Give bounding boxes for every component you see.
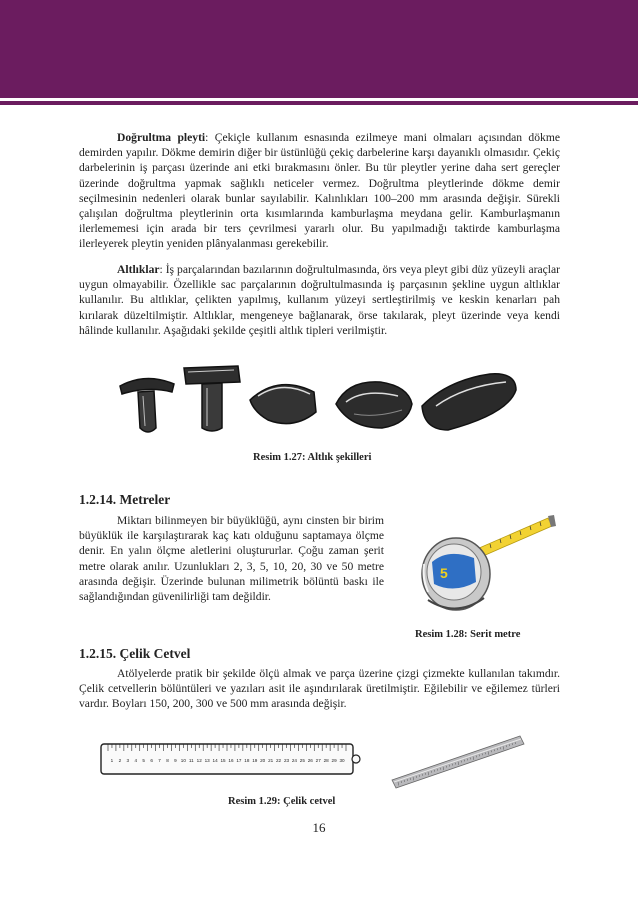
- term-altliklar: Altlıklar: [117, 263, 160, 276]
- anvil-shape-t-head: [184, 366, 240, 431]
- steel-ruler-photo: [388, 732, 528, 792]
- ruler-number: 27: [315, 758, 321, 763]
- anvil-shape-mushroom: [120, 378, 174, 432]
- anvil-shape-wedge: [422, 374, 516, 430]
- ruler-number: 12: [196, 758, 202, 763]
- ruler-number: 18: [244, 758, 250, 763]
- anvil-shapes-figure: [118, 356, 523, 444]
- ruler-number: 3: [126, 758, 130, 763]
- ruler-number: 7: [158, 758, 161, 763]
- ruler-number: 22: [276, 758, 282, 763]
- ruler-number: 6: [150, 758, 153, 763]
- tape-measure-figure: [418, 508, 556, 620]
- ruler-number: 16: [228, 758, 234, 763]
- anvil-shape-rounded-block: [336, 382, 412, 428]
- ruler-number: 9: [174, 758, 177, 763]
- ruler-number: 17: [236, 758, 242, 763]
- ruler-number: 5: [142, 758, 145, 763]
- section-heading-celik-cetvel: 1.2.15. Çelik Cetvel: [79, 646, 191, 661]
- ruler-number: 21: [268, 758, 274, 763]
- ruler-number: 24: [291, 758, 297, 763]
- ruler-number: 10: [180, 758, 186, 763]
- header-band: [0, 0, 638, 98]
- paragraph-celik-cetvel: [79, 666, 560, 712]
- ruler-number: 8: [166, 758, 169, 763]
- ruler-number: 2: [118, 758, 122, 763]
- figure-caption-1-28: Resim 1.28: Serit metre: [415, 629, 521, 640]
- ruler-number: 26: [307, 758, 313, 763]
- ruler-number: 1: [110, 758, 114, 763]
- paragraph-text: : İş parçalarından bazılarının doğrultulmasında, örs veya pleyt gibi düz yüzeyli araçlar uygun olmayabilir. Özellikle sac parçalarının doğrultulmasında iş parçasının şekline uygun altlıklar kullanılır. Bu altlıklar, çelikten yapılmış, kullanım yüzeyi sertleştirilmiş ve keskin kenarları pah kırılarak düzeltilmiştir. Altlıklar, mengeneye bağlanarak, örse takılarak, pleyt üzerinde veya kendi hâlinde kullanılır. Aşağıdaki şekilde çeşitli altlık tipleri verilmiştir.: [79, 263, 560, 337]
- anvil-shape-saddle: [250, 385, 316, 424]
- figure-caption-1-29: Resim 1.29: Çelik cetvel: [228, 796, 336, 807]
- ruler-number: 23: [283, 758, 290, 763]
- paragraph-metreler: [79, 513, 384, 604]
- paragraph-text: Miktarı bilinmeyen bir büyüklüğü, aynı cinsten bir birim büyüklük ile karşılaştırarak kaç katı olduğunu saptamaya ölçme denir. En yalın ölçme aletlerini oluştururlar. Çoğu zaman şerit metre olarak anılır. Uzunlukları 2, 3, 5, 10, 20, 30 ve 50 metre arasında değişir. Üzerinde bulunan milimetrik bölüntü baskı ile sağlandığından güvenilirliği tam değildir.: [79, 514, 384, 604]
- ruler-number: 14: [212, 758, 218, 763]
- steel-ruler-figure: [100, 742, 362, 778]
- paragraph-altliklar: [79, 262, 560, 338]
- ruler-number: 20: [260, 758, 266, 763]
- ruler-number: 13: [204, 758, 210, 763]
- ruler-number: 30: [339, 758, 345, 763]
- ruler-number: 4: [134, 758, 138, 763]
- paragraph-dogrultma-pleyti: [79, 130, 560, 252]
- ruler-number: 11: [188, 758, 194, 763]
- ruler-number: 28: [323, 758, 329, 763]
- term-dogrultma-pleyti: Doğrultma pleyti: [117, 131, 206, 144]
- section-heading-metreler: 1.2.14. Metreler: [79, 492, 171, 507]
- ruler-number: 29: [331, 758, 337, 763]
- paragraph-text: Atölyelerde pratik bir şekilde ölçü almak ve parça üzerine çizgi çizmekte kullanılan takımdır. Çelik cetvellerin bölüntüleri ve yazıları asit ile aşındırılarak üretilmiştir. Eğilebilir ve eğilemez türleri vardır. Boyları 150, 200, 300 ve 500 mm arasında değişir.: [79, 667, 560, 711]
- ruler-number: 25: [299, 758, 305, 763]
- ruler-number: 15: [220, 758, 226, 763]
- header-stripe: [0, 101, 638, 105]
- tape-logo-text: 5: [440, 565, 448, 581]
- paragraph-text: : Çekiçle kullanım esnasında ezilmeye mani olmaları açısından dökme demirden yapılır. Dökme demirin diğer bir üstünlüğü çekiç darbelerine karşı dayanıklı olmasıdır. Çekiç darbelerinin iş parçası üzerinde ani etki bırakmasını önler. Bu tür pleytler yerine daha sert gereçler üzerinde doğrultma yapmak sağlıklı neticeler vermez. Doğrultma pleytlerinde dökme demir seçilmesinin nedenleri olarak bunlar sayılabilir. Kalınlıkları 100–200 mm arasında değişir. Sürekli çalışılan doğrultma pleytlerinin orta kısımlarında kamburlaşma meydana gelir. Kamburlaşmanın ilerlememesi için arada bir ters çevrilmesi yararlı olur. Bu yapılmadığı taktirde kamburlaşma ilerleyerek pleytin yeniden plânyalanması gerekebilir.: [79, 131, 560, 251]
- figure-caption-1-27: Resim 1.27: Altlık şekilleri: [253, 452, 372, 463]
- ruler-number: 19: [252, 758, 258, 763]
- page-number: 16: [312, 820, 326, 835]
